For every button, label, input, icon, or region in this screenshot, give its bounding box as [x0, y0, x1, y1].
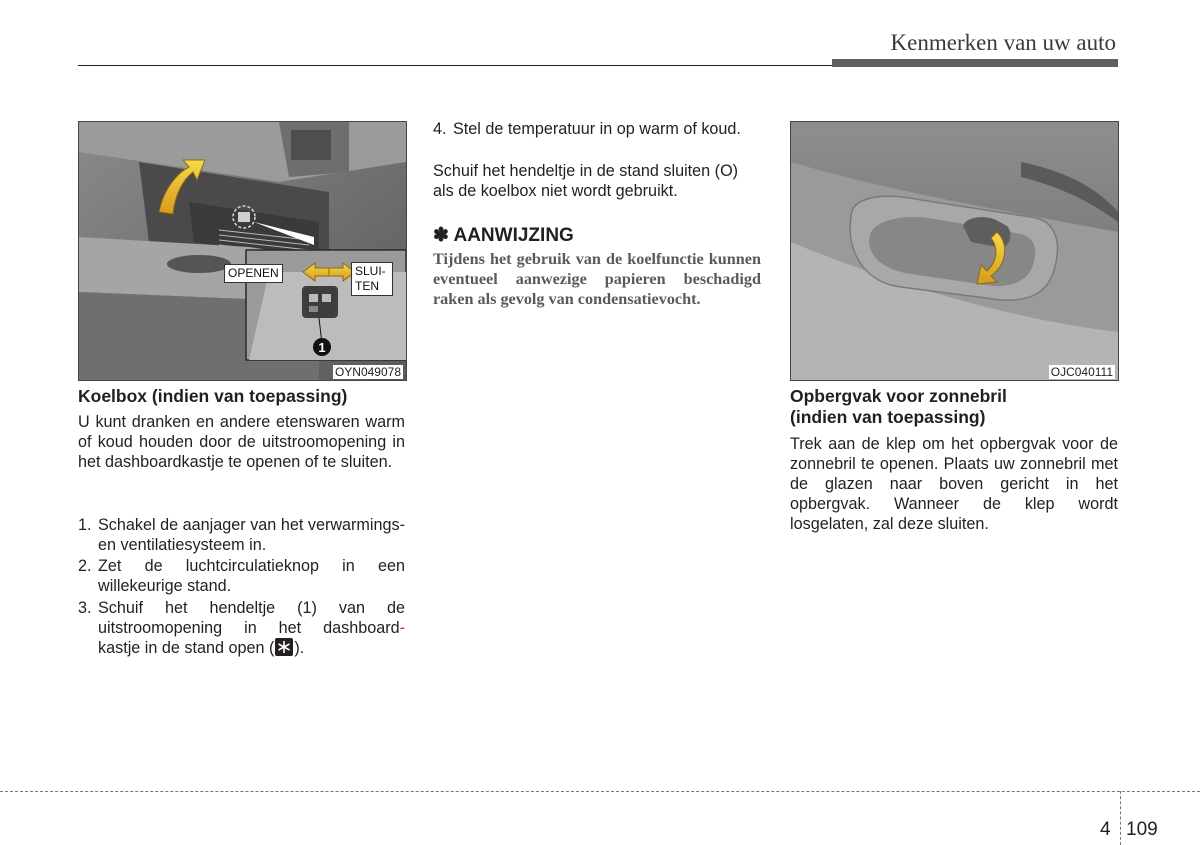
- list-item: 3. Schuif het hendeltje (1) van de uitstroomopening in het dashboard- kastje in de stand open ( ).: [78, 599, 405, 657]
- callout-number: 1: [318, 340, 326, 355]
- figure-sunglass-holder: [790, 121, 1119, 381]
- running-header-title: Kenmerken van uw auto: [890, 30, 1116, 55]
- note-body: Tijdens het gebruik van de koelfunctie kunnen eventueel aanwezige papieren beschadigd raken als gevolg van condensatievocht.: [433, 250, 761, 308]
- list-item: 4. Stel de temperatuur in op warm of koud.: [433, 120, 741, 138]
- label-sluiten: SLUI- TEN: [351, 262, 393, 296]
- sunglass-holder-illustration: [791, 122, 1118, 380]
- koelbox-close-paragraph: Schuif het hendeltje in de stand sluiten (O) als de koelbox niet wordt gebruikt.: [433, 162, 739, 200]
- zonnebril-paragraph: Trek aan de klep om het opbergvak voor de zonnebril te openen. Plaats uw zonnebril met de glazen naar boven gericht in het opbergvak. Wanneer de klep wordt losgelaten, zal deze sluiten.: [790, 435, 1118, 533]
- page-number: 109: [1126, 819, 1158, 840]
- footer-divider: [1120, 791, 1121, 845]
- chapter-number: 4: [1100, 819, 1111, 840]
- list-item: 2. Zet de luchtcirculatieknop in een willekeurige stand.: [78, 557, 405, 595]
- glovebox-illustration: [79, 122, 406, 380]
- footer-rule: [0, 791, 1200, 792]
- section-heading-koelbox: Koelbox (indien van toepassing): [78, 386, 348, 406]
- header-bar: [832, 59, 1118, 67]
- figure-cooling-glovebox: [78, 121, 407, 381]
- label-openen: OPENEN: [224, 264, 283, 283]
- figure-code: OYN049078: [334, 365, 401, 379]
- koelbox-intro: U kunt dranken en andere etenswaren warm of koud houden door de uitstroomopening in het dashboardkastje te openen of te sluiten.: [78, 413, 405, 471]
- section-heading-zonnebril: Opbergvak voor zonnebril (indien van toepassing): [790, 386, 1007, 427]
- list-item: 1. Schakel de aanjager van het verwarmings- en ventilatiesysteem in.: [78, 516, 405, 554]
- figure-code: OJC040111: [1050, 365, 1113, 379]
- cooling-snowflake-icon: [274, 638, 294, 656]
- note-heading: ✽ AANWIJZING: [433, 225, 574, 246]
- header-rule: [78, 65, 832, 66]
